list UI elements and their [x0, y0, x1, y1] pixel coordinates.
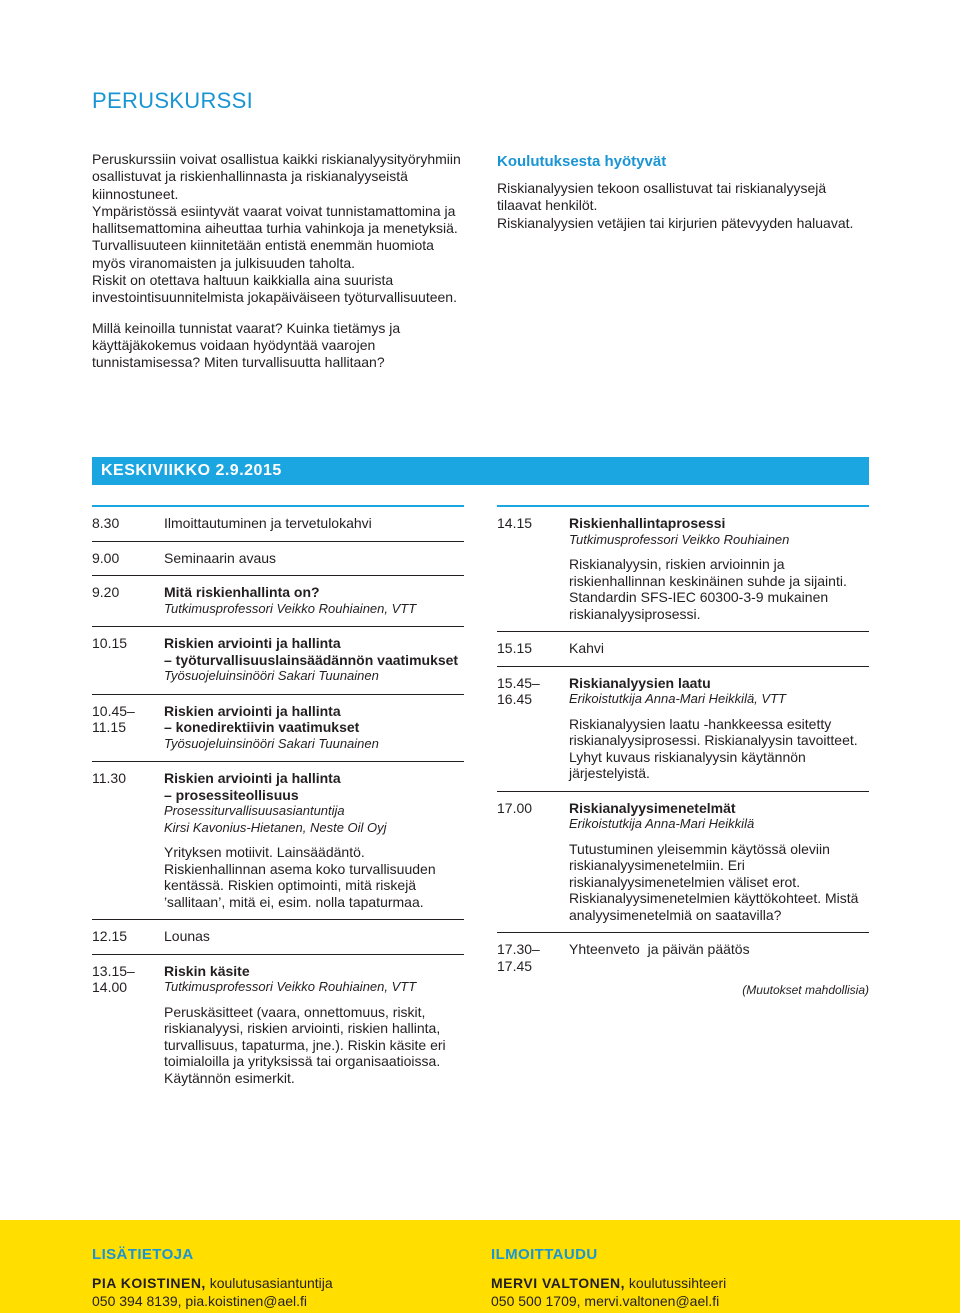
- day-header-label: KESKIVIIKKO 2.9.2015: [101, 462, 282, 479]
- program-speaker: Tutkimusprofessori Veikko Rouhiainen: [569, 531, 790, 547]
- footer-info-contact: [92, 1246, 333, 1310]
- program-title: Riskien arviointi ja hallinta: [164, 770, 341, 786]
- program-speaker: Työsuojeluinsinööri Sakari Tuunainen: [164, 735, 379, 751]
- program-time: 9.20: [92, 584, 120, 600]
- program-title-line2: – konedirektiivin vaatimukset: [164, 719, 360, 735]
- program-speaker: Tutkimusprofessori Veikko Rouhiainen, VTT: [164, 600, 417, 616]
- program-row: [497, 505, 869, 631]
- program-row: [497, 666, 869, 791]
- program-description: Tutustuminen yleisemmin käytössä oleviin riskianalyysimenetelmiin. Eri riskianalyysimenetelmien väliset erot. Riskianalyysimenetelmien käyttökohteet. Mistä analyysimenetelmiä on saatavilla?: [569, 840, 859, 923]
- program-title: Riskin käsite: [164, 962, 250, 979]
- program-title: Yhteenveto ja päivän päätös: [569, 941, 750, 957]
- footer-registration-person: MERVI VALTONEN, koulutussihteeri: [491, 1275, 727, 1291]
- program-time: 12.15: [92, 928, 128, 944]
- program-row: [92, 761, 464, 919]
- program-row: [92, 694, 464, 762]
- program-time: 17.30– 17.45: [497, 941, 540, 974]
- program-time: 11.30: [92, 770, 126, 786]
- program-row: [92, 626, 464, 694]
- intro-paragraph-4: Millä keinoilla tunnistat vaarat? Kuinka tietämys ja käyttäjäkokemus voidaan hyödyntää vaarojen tunnistamisessa? Miten turvallisuutta hallitaan?: [92, 319, 401, 371]
- footer-info-heading: LISÄTIETOJA: [92, 1246, 194, 1263]
- program-time: 8.30: [92, 515, 120, 531]
- program-row: [92, 505, 464, 541]
- program-row: [497, 631, 869, 666]
- program-time: 17.00: [497, 799, 533, 816]
- program-title-line2: – prosessiteollisuus: [164, 786, 299, 803]
- program-speaker-line2: Kirsi Kavonius-Hietanen, Neste Oil Oyj: [164, 819, 387, 835]
- program-time: 9.00: [92, 549, 120, 566]
- program-title-line2: – työturvallisuuslainsäädännön vaatimukset: [164, 651, 459, 668]
- program-description: Riskianalyysien laatu -hankkeessa esitetty riskianalyysiprosessi. Riskianalyysin tavoitteet. Lyhyt kuvaus riskianalyysin käytännön järjestelyistä.: [569, 715, 858, 781]
- program-title: Mitä riskienhallinta on?: [164, 584, 320, 600]
- program-time: 10.15: [92, 635, 128, 651]
- program-row: [92, 575, 464, 626]
- program-title: Riskianalyysimenetelmät: [569, 799, 736, 816]
- program-speaker: Työsuojeluinsinööri Sakari Tuunainen: [164, 668, 379, 683]
- benefits-paragraph-2: Riskianalyysien vetäjien tai kirjurien pätevyyden haluavat.: [497, 214, 854, 231]
- footer-info-contact-details[interactable]: 050 394 8139, pia.koistinen@ael.fi: [92, 1293, 308, 1309]
- footer-registration-heading: ILMOITTAUDU: [491, 1246, 598, 1263]
- day-header-bar: [92, 457, 869, 485]
- program-title: Riskianalyysien laatu: [569, 674, 711, 691]
- program-row: [92, 919, 464, 954]
- footer-registration-contact-details[interactable]: 050 500 1709, mervi.valtonen@ael.fi: [491, 1293, 720, 1309]
- program-speaker: Erikoistutkija Anna-Mari Heikkilä: [569, 816, 755, 831]
- footer-registration-contact: [491, 1246, 726, 1310]
- footer-info-person: PIA KOISTINEN, koulutusasiantuntija: [92, 1275, 333, 1291]
- program-time: 13.15– 14.00: [92, 962, 135, 995]
- program-speaker: Erikoistutkija Anna-Mari Heikkilä, VTT: [569, 691, 786, 706]
- benefits-heading: Koulutuksesta hyötyvät: [497, 153, 667, 170]
- program-speaker: Tutkimusprofessori Veikko Rouhiainen, VTT: [164, 979, 417, 994]
- intro-paragraph-1: Peruskurssiin voivat osallistua kaikki riskianalyysityöryhmiin osallistuvat ja riskienhallinnasta ja riskianalyyseistä kiinnostuneet.: [92, 151, 461, 202]
- program-time: 15.15: [497, 640, 533, 656]
- program-time: 10.45– 11.15: [92, 702, 135, 735]
- program-row: [92, 954, 464, 1096]
- program-description: Yrityksen motiivit. Lainsäädäntö. Riskienhallinnan asema koko turvallisuuden kentässä. Riskien optimointi, mitä riskejä ’sallitaan’, mitä ei, esim. nolla tapaturmaa.: [164, 844, 436, 910]
- program-row: [497, 791, 869, 933]
- intro-paragraph-3: Riskit on otettava haltuun kaikkialla aina suurista investointisuunnitelmista jokapäiväiseen työturvallisuuteen.: [92, 272, 457, 306]
- changes-note: (Muutokset mahdollisia): [742, 983, 869, 997]
- program-column-left: [92, 505, 464, 1095]
- program-description: Peruskäsitteet (vaara, onnettomuus, riskit, riskianalyysi, riskien arviointi, riskien hallinta, turvallisuus, tapaturma, jne.). Riskin käsite eri toimialoilla ja yrityksissä tai organisaatioissa. Käytännön esimerkit.: [164, 1003, 446, 1086]
- program-description: Riskianalyysin, riskien arvioinnin ja riskienhallinnan keskinäinen suhde ja sijainti. Standardin SFS-IEC 60300-3-9 mukainen riskianalyysiprosessi.: [569, 556, 847, 622]
- program-time: 14.15: [497, 515, 533, 531]
- benefits-section: [497, 153, 869, 232]
- intro-paragraph-2: Ympäristössä esiintyvät vaarat voivat tunnistamattomina ja hallitsemattomina aiheuttaa turhia vahinkoja ja menetyksiä. Turvallisuuteen kiinnitetään entistä enemmän huomiota myös viranomaisten ja julkisuuden taholta.: [92, 202, 458, 271]
- intro-text: [92, 151, 464, 372]
- program-title: Seminaarin avaus: [164, 549, 277, 566]
- program-column-right: [497, 505, 869, 983]
- program-speaker: Prosessiturvallisuusasiantuntija: [164, 803, 345, 818]
- program-title: Ilmoittautuminen ja tervetulokahvi: [164, 515, 372, 531]
- benefits-paragraph-1: Riskianalyysien tekoon osallistuvat tai riskianalyysejä tilaavat henkilöt.: [497, 180, 827, 214]
- program-row: [497, 932, 869, 983]
- program-title: Riskien arviointi ja hallinta: [164, 702, 341, 719]
- program-title: Lounas: [164, 928, 210, 944]
- program-time: 15.45– 16.45: [497, 674, 540, 707]
- program-title: Riskien arviointi ja hallinta: [164, 635, 341, 651]
- program-title: Riskienhallintaprosessi: [569, 515, 726, 531]
- program-row: [92, 541, 464, 576]
- page-title: PERUSKURSSI: [92, 88, 254, 113]
- program-title: Kahvi: [569, 640, 605, 656]
